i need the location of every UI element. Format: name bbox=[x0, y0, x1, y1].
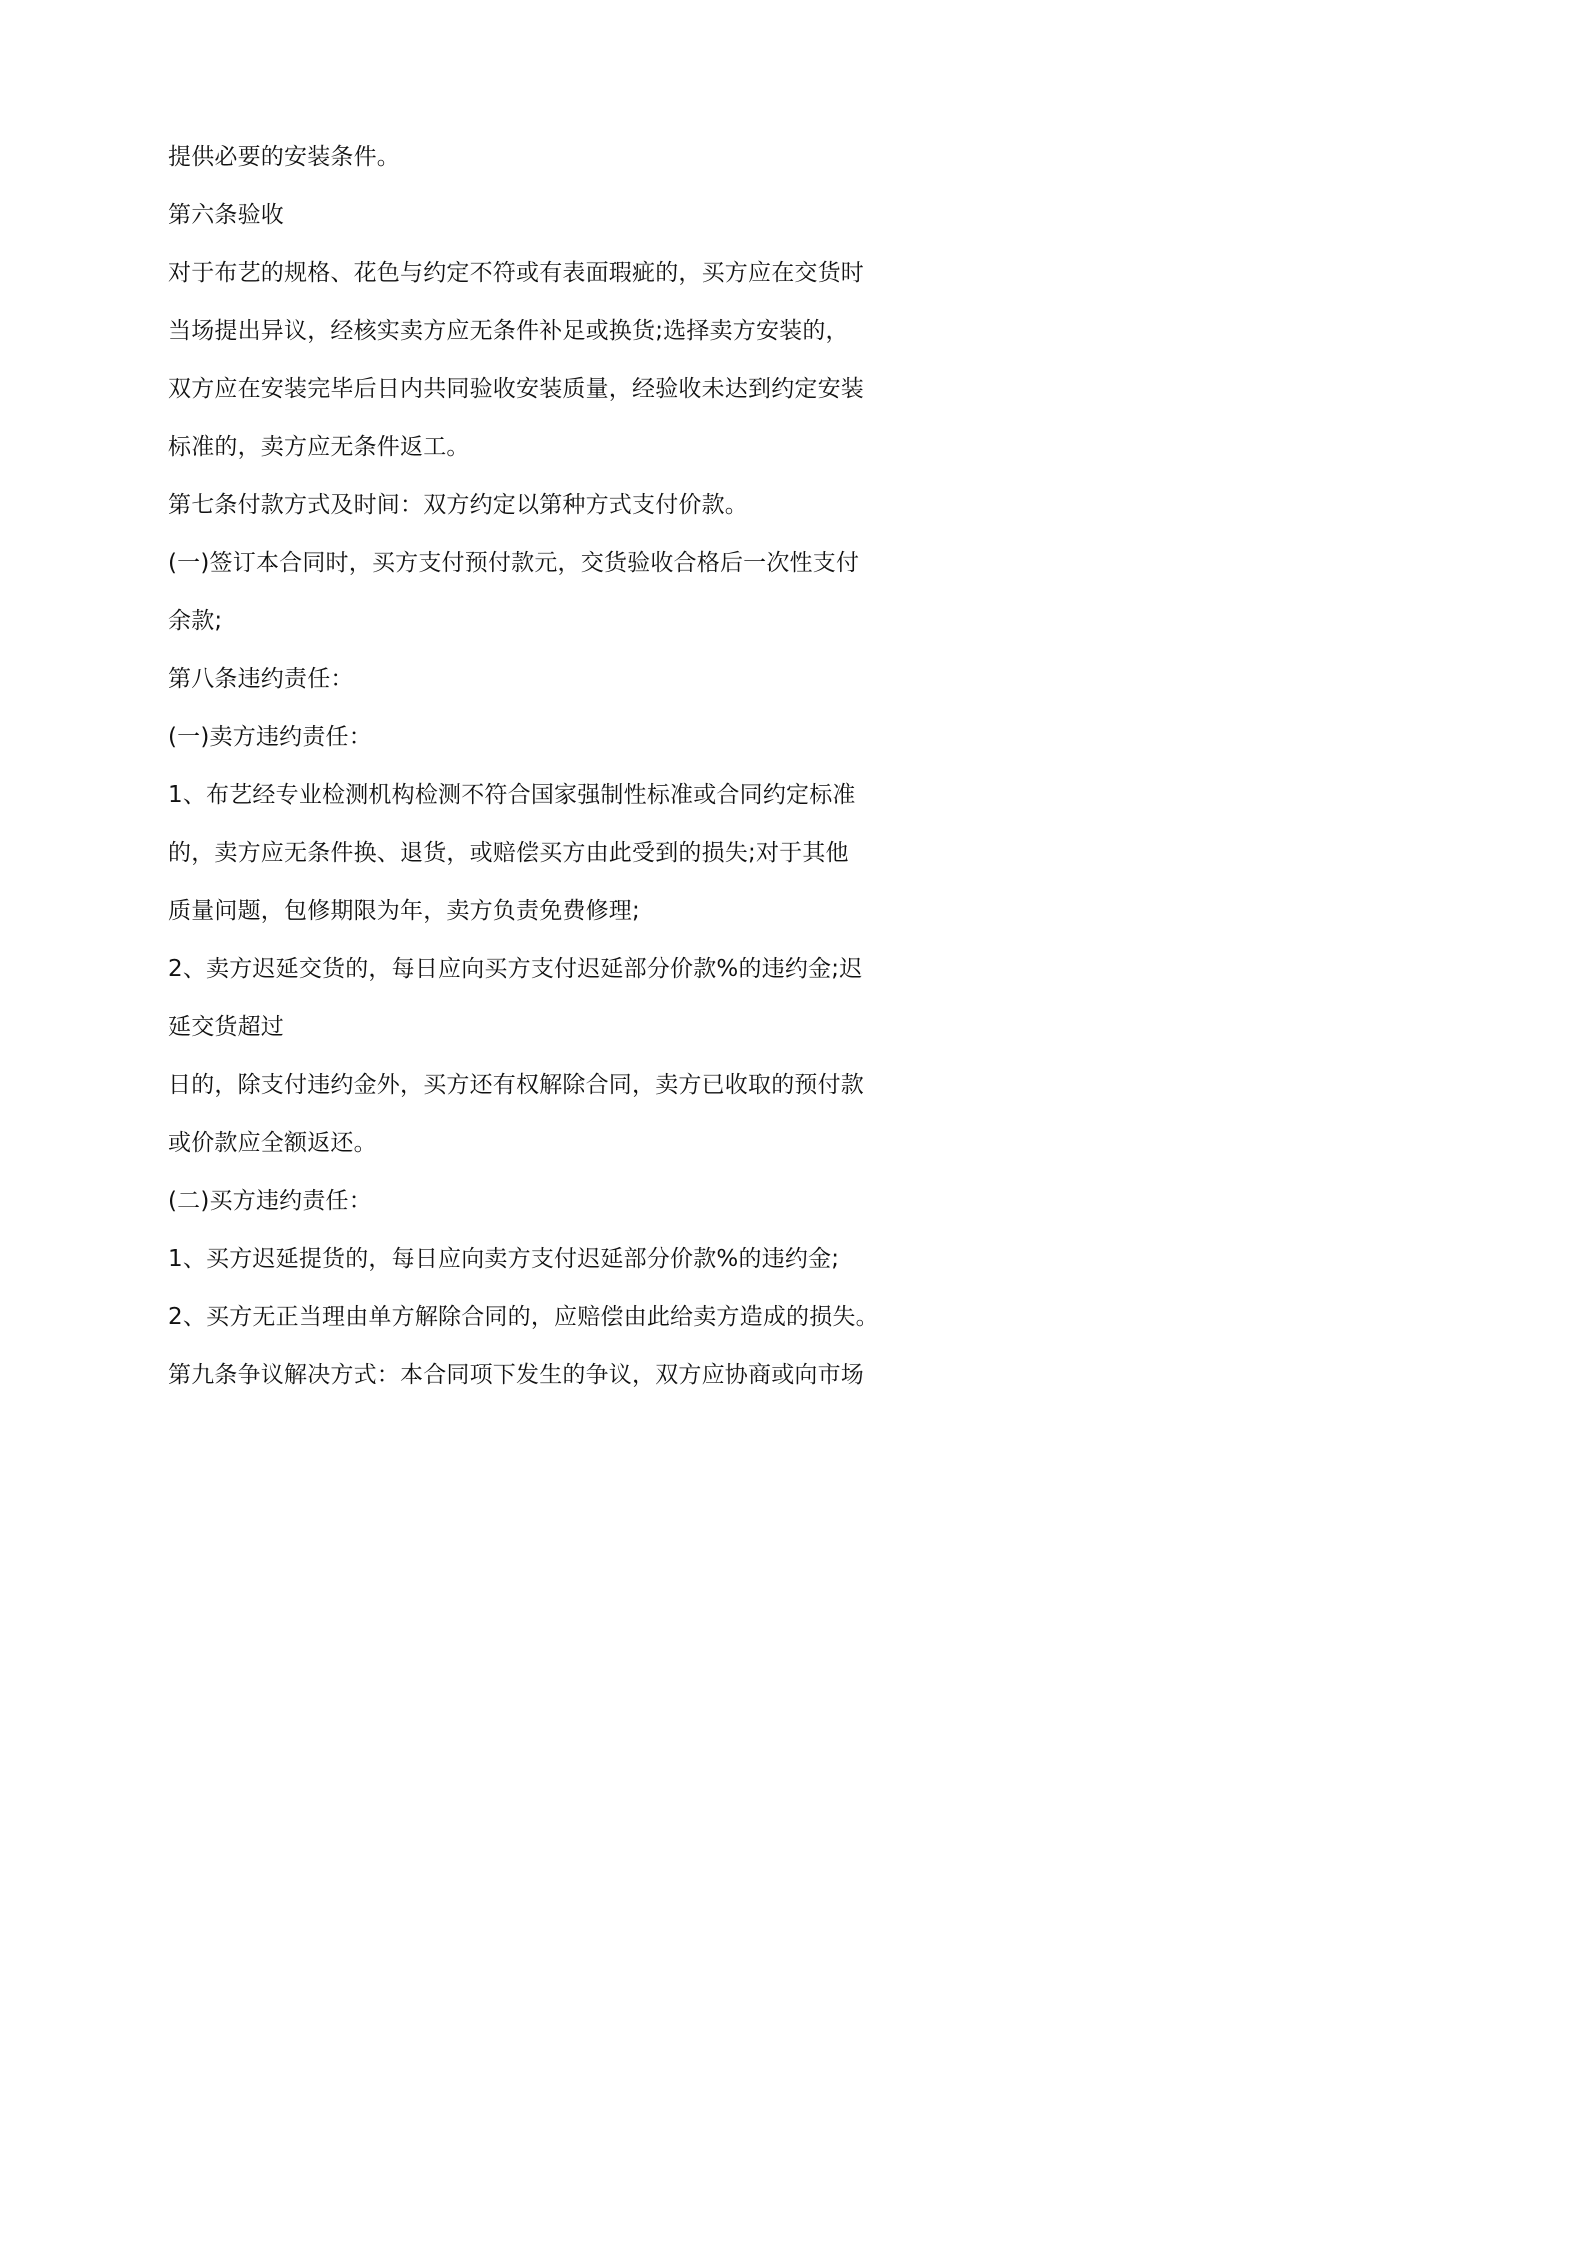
text-line: 的，卖方应无条件换、退货，或赔偿买方由此受到的损失;对于其他 bbox=[168, 840, 849, 866]
section-heading: 第七条付款方式及时间：双方约定以第种方式支付价款。 bbox=[168, 492, 748, 518]
document-page bbox=[0, 0, 1100, 1557]
text-line: 或价款应全额返还。 bbox=[168, 1130, 377, 1156]
contract-text-body bbox=[168, 128, 968, 1404]
section-heading: 第八条违约责任： bbox=[168, 666, 354, 692]
subsection-heading: (一)卖方违约责任： bbox=[168, 724, 372, 750]
text-line: 当场提出异议，经核实卖方应无条件补足或换货;选择卖方安装的， bbox=[168, 318, 849, 344]
text-line: 余款; bbox=[168, 608, 223, 634]
section-heading: 第六条验收 bbox=[168, 202, 284, 228]
text-line: 2、卖方迟延交货的，每日应向买方支付迟延部分价款%的违约金;迟 bbox=[168, 956, 863, 982]
text-line: 延交货超过 bbox=[168, 1014, 284, 1040]
section-heading: 第九条争议解决方式：本合同项下发生的争议，双方应协商或向市场 bbox=[168, 1362, 864, 1388]
text-line: 提供必要的安装条件。 bbox=[168, 144, 400, 170]
text-line: 日的，除支付违约金外，买方还有权解除合同，卖方已收取的预付款 bbox=[168, 1072, 864, 1098]
text-line: 对于布艺的规格、花色与约定不符或有表面瑕疵的，买方应在交货时 bbox=[168, 260, 864, 286]
text-line: 标准的，卖方应无条件返工。 bbox=[168, 434, 470, 460]
text-line: 2、买方无正当理由单方解除合同的，应赔偿由此给卖方造成的损失。 bbox=[168, 1304, 879, 1330]
text-line: 双方应在安装完毕后日内共同验收安装质量，经验收未达到约定安装 bbox=[168, 376, 864, 402]
text-line: (一)签订本合同时，买方支付预付款元，交货验收合格后一次性支付 bbox=[168, 550, 860, 576]
text-line: 1、买方迟延提货的，每日应向卖方支付迟延部分价款%的违约金; bbox=[168, 1246, 840, 1272]
text-line: 1、布艺经专业检测机构检测不符合国家强制性标准或合同约定标准 bbox=[168, 782, 856, 808]
subsection-heading: (二)买方违约责任： bbox=[168, 1188, 372, 1214]
text-line: 质量问题，包修期限为年，卖方负责免费修理; bbox=[168, 898, 640, 924]
